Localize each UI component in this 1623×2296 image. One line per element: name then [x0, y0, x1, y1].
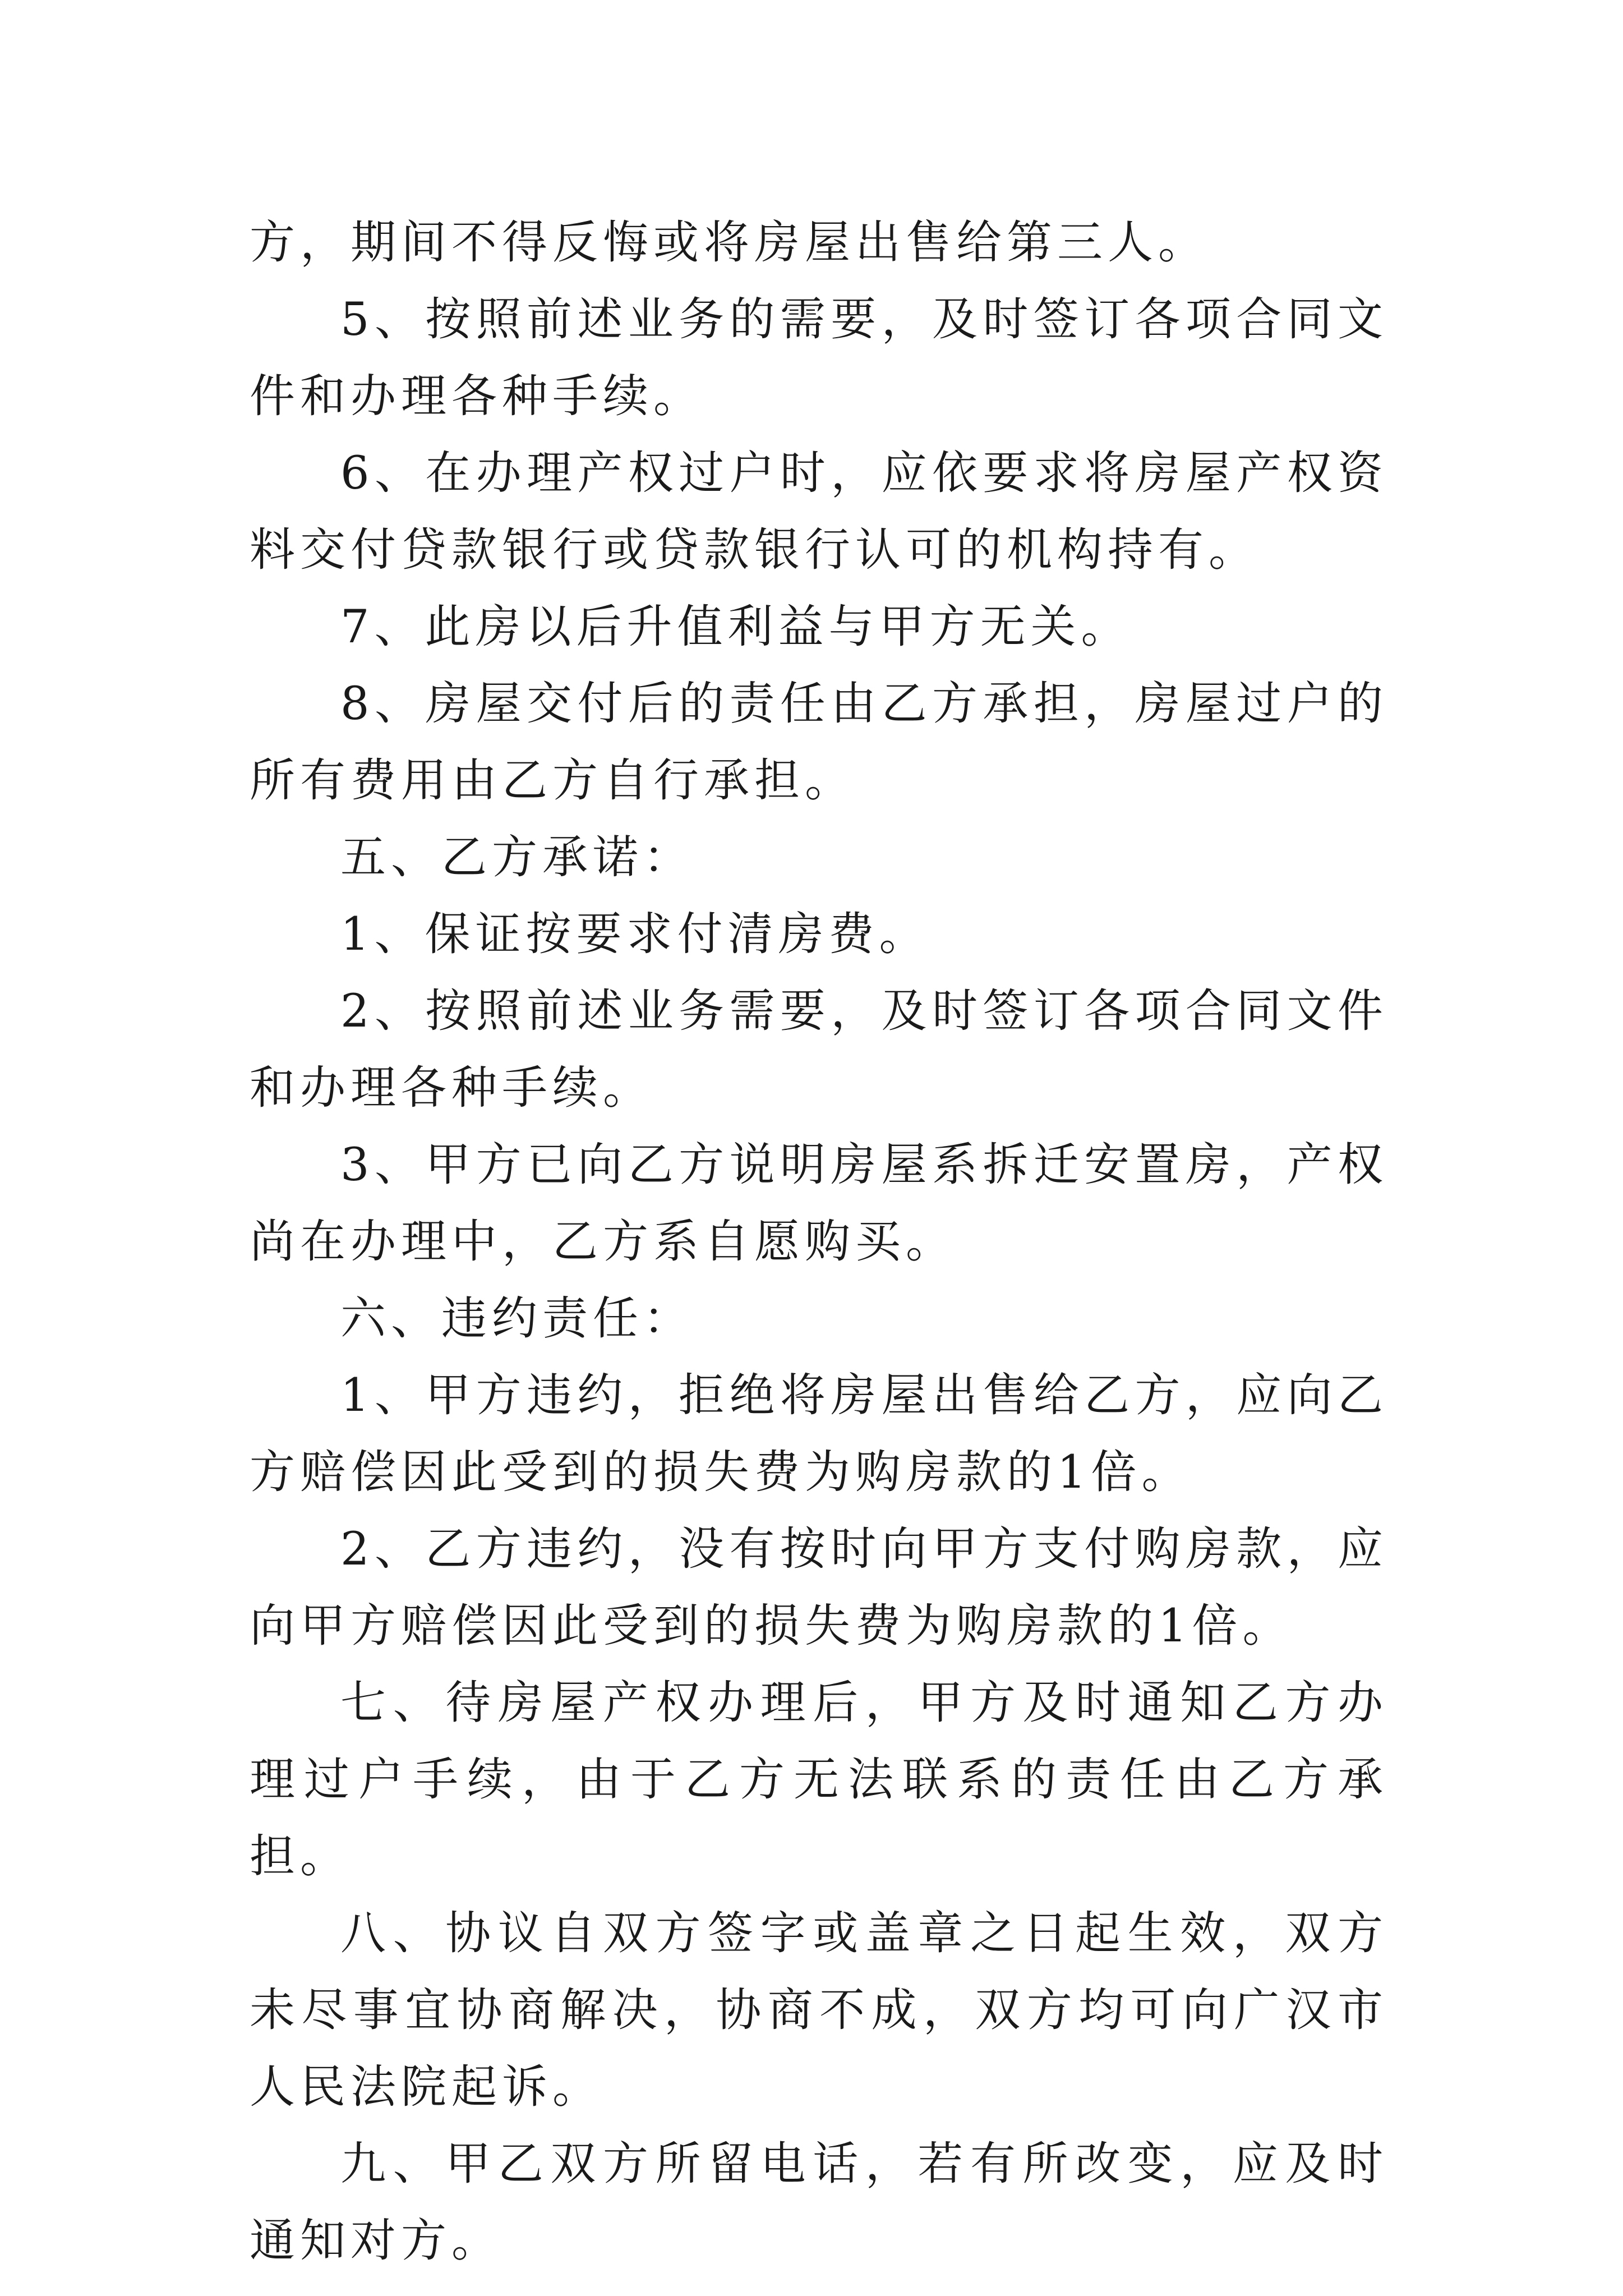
- section-heading-breach-liability: 六、违约责任：: [340, 1292, 694, 1345]
- document-body: [250, 205, 1388, 2280]
- paragraph-buyer-item-1: 1、保证按要求付清房费。: [340, 908, 930, 961]
- section-clause-8: 八、协议自双方签字或盖章之日起生效，双方未尽事宜协商解决，协商不成，双方均可向广汉市人民法院起诉。: [250, 1907, 1388, 2114]
- paragraph-buyer-item-2: 2、按照前述业务需要，及时签订各项合同文件和办理各种手续。: [250, 985, 1388, 1115]
- paragraph-seller-item-8: 8、房屋交付后的责任由乙方承担，房屋过户的所有费用由乙方自行承担。: [250, 678, 1388, 807]
- paragraph-seller-item-7: 7、此房以后升值利益与甲方无关。: [340, 601, 1132, 654]
- paragraph-seller-item-6: 6、在办理产权过户时，应依要求将房屋产权资料交付贷款银行或贷款银行认可的机构持有。: [250, 447, 1388, 577]
- paragraph-continuation: 方，期间不得反悔或将房屋出售给第三人。: [250, 217, 1209, 269]
- section-clause-9: 九、甲乙双方所留电话，若有所改变，应及时通知对方。: [250, 2138, 1388, 2267]
- paragraph-breach-item-1: 1、甲方违约，拒绝将房屋出售给乙方，应向乙方赔偿因此受到的损失费为购房款的1倍。: [250, 1369, 1388, 1499]
- paragraph-buyer-item-3: 3、甲方已向乙方说明房屋系拆迁安置房，产权尚在办理中，乙方系自愿购买。: [250, 1139, 1388, 1268]
- section-heading-buyer-promise: 五、乙方承诺：: [340, 831, 694, 884]
- paragraph-seller-item-5: 5、按照前述业务的需要，及时签订各项合同文件和办理各种手续。: [250, 293, 1388, 423]
- paragraph-breach-item-2: 2、乙方违约，没有按时向甲方支付购房款，应向甲方赔偿因此受到的损失费为购房款的1倍。: [250, 1523, 1388, 1653]
- section-clause-7: 七、待房屋产权办理后，甲方及时通知乙方办理过户手续，由于乙方无法联系的责任由乙方承担。: [250, 1677, 1388, 1883]
